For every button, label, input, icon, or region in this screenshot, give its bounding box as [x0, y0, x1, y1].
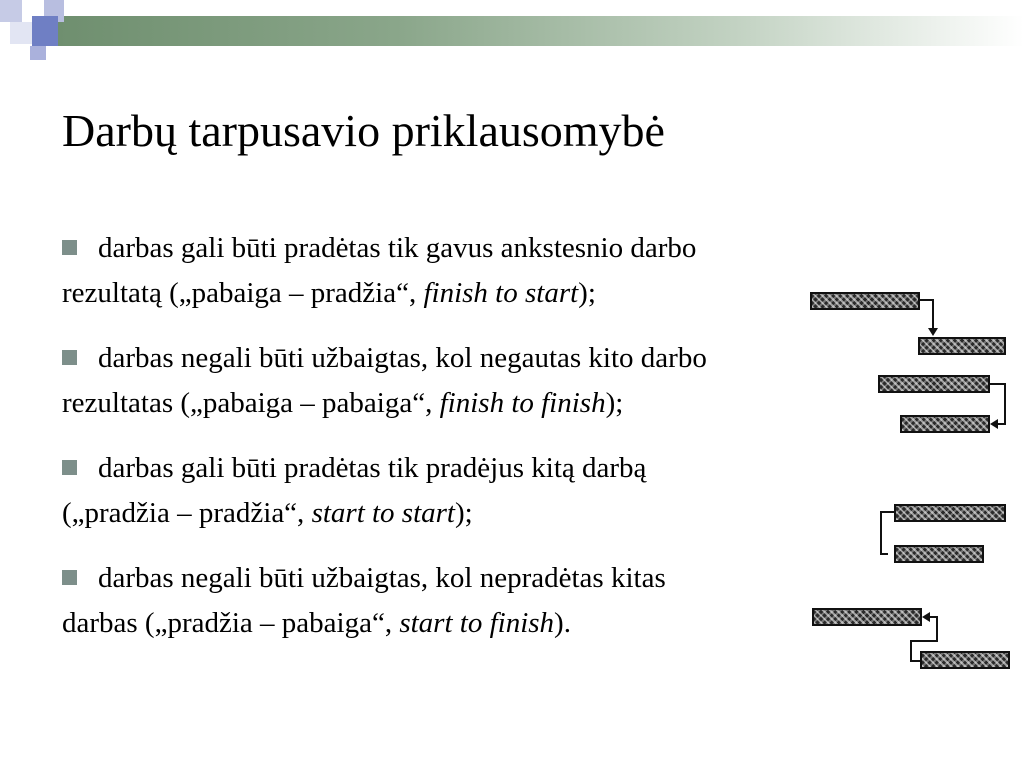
bullet-text: darbas gali būti pradėtas tik pradėjus kitą darbą	[98, 452, 647, 484]
dependency-arrow-icon	[990, 419, 998, 429]
predecessor-task-bar	[810, 292, 920, 310]
dependency-arrow-icon	[922, 612, 930, 622]
dependency-line	[936, 616, 938, 642]
bullet-text: darbas („pradžia – pabaiga“,	[62, 607, 400, 639]
square-bullet-icon	[62, 460, 77, 475]
bullet-term: start to start	[311, 497, 455, 529]
corner-square	[32, 16, 58, 46]
corner-square	[22, 0, 44, 16]
successor-task-bar	[918, 337, 1006, 355]
bullet-text: („pradžia – pradžia“,	[62, 497, 312, 529]
bullet-text: rezultatas („pabaiga – pabaiga“,	[62, 387, 440, 419]
bullet-item-finish-to-finish	[62, 336, 707, 426]
square-bullet-icon	[62, 240, 77, 255]
bullet-text: rezultatą („pabaiga – pradžia“,	[62, 277, 424, 309]
bullet-text: darbas gali būti pradėtas tik gavus ankstesnio darbo	[98, 232, 697, 264]
bullet-text: );	[605, 387, 624, 419]
successor-task-bar	[920, 651, 1010, 669]
dependency-line	[1004, 383, 1006, 425]
predecessor-task-bar	[878, 375, 990, 393]
dependency-line	[910, 640, 912, 662]
bullet-text: darbas negali būti užbaigtas, kol nepradėtas kitas	[98, 562, 666, 594]
square-bullet-icon	[62, 350, 77, 365]
dependency-line	[998, 423, 1006, 425]
bullet-term: finish to start	[423, 277, 579, 309]
corner-square	[0, 0, 22, 22]
dependency-line	[880, 511, 894, 513]
bullet-item-start-to-start	[62, 446, 646, 536]
square-bullet-icon	[62, 570, 77, 585]
dependency-line	[932, 299, 934, 329]
successor-task-bar	[900, 415, 990, 433]
bullet-text: darbas negali būti užbaigtas, kol negautas kito darbo	[98, 342, 707, 374]
dependency-line	[880, 553, 888, 555]
bullet-text: ).	[554, 607, 571, 639]
bullet-item-start-to-finish	[62, 556, 666, 646]
corner-square	[30, 46, 46, 60]
predecessor-task-bar	[894, 504, 1006, 522]
bullet-text: );	[455, 497, 473, 529]
predecessor-task-bar	[812, 608, 922, 626]
dependency-line	[880, 511, 882, 555]
successor-task-bar	[894, 545, 984, 563]
bullet-item-finish-to-start	[62, 226, 696, 316]
bullet-text: );	[578, 277, 596, 309]
bullet-term: start to finish	[399, 607, 555, 639]
corner-square	[10, 22, 32, 44]
dependency-line	[910, 640, 938, 642]
slide-title: Darbų tarpusavio priklausomybė	[62, 105, 665, 156]
header-band	[58, 16, 1024, 46]
bullet-term: finish to finish	[439, 387, 606, 419]
dependency-arrow-icon	[928, 328, 938, 336]
